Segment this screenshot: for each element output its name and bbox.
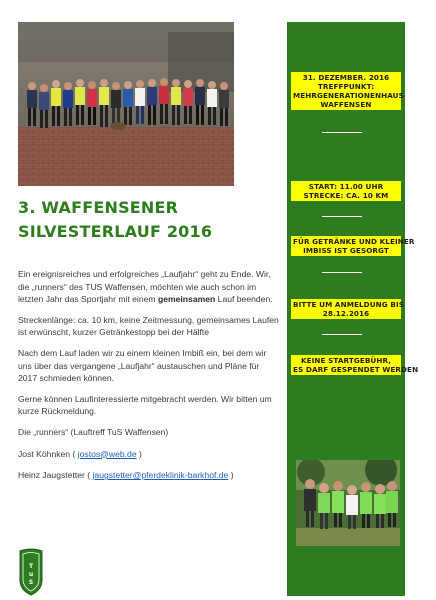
email-link-jost[interactable]: jostos@web.de bbox=[77, 448, 137, 459]
info-box-registration bbox=[291, 299, 404, 319]
info-catering-line-1: FÜR GETRÄNKE UND KLEINER bbox=[293, 237, 415, 246]
info-town: WAFFENSEN bbox=[320, 100, 372, 109]
contact-heinz-end: ) bbox=[228, 470, 234, 481]
info-box-fee bbox=[291, 355, 419, 375]
snack-paragraph: Nach dem Lauf laden wir zu einem kleinen Imbiß ein, bei dem wir uns über das vergangene „Laufjahr“ austauschen und Pläne für 2017 schmieden können. bbox=[18, 347, 267, 384]
svg-text:T: T bbox=[28, 563, 34, 570]
contact-jost bbox=[18, 448, 280, 461]
info-start-time: START: 11.00 UHR bbox=[308, 182, 384, 191]
svg-text:S: S bbox=[28, 579, 34, 586]
signature: Die „runners“ (Lauftreff TuS Waffensen) bbox=[18, 426, 169, 437]
group-photo-top bbox=[18, 22, 234, 186]
separator-line bbox=[322, 272, 362, 273]
intro-text-end: Lauf beenden. bbox=[215, 294, 273, 305]
intro-paragraph bbox=[18, 268, 280, 306]
runners-green-shirts-photo bbox=[296, 460, 400, 546]
contact-jost-end: ) bbox=[136, 448, 142, 459]
separator-line bbox=[322, 216, 362, 217]
event-title bbox=[18, 196, 258, 244]
separator-line bbox=[322, 334, 362, 335]
club-logo bbox=[18, 548, 44, 596]
info-meeting-label: TREFFPUNKT: bbox=[317, 82, 375, 91]
body-text bbox=[18, 268, 280, 491]
info-box-start bbox=[291, 181, 401, 201]
contact-heinz bbox=[18, 469, 280, 482]
info-registration-line-1: BITTE UM ANMELDUNG BIS bbox=[293, 300, 404, 309]
title-line-2: SILVESTERLAUF 2016 bbox=[18, 222, 213, 241]
info-box-catering bbox=[291, 236, 415, 256]
separator-line bbox=[322, 132, 362, 133]
email-link-heinz[interactable]: jaugstetter@pferdeklinik-barkhof.de bbox=[92, 470, 229, 481]
runners-group-photo bbox=[18, 22, 234, 186]
intro-text: Ein ereignisreiches und erfolgreiches „Laufjahr“ geht zu Ende. Wir, die „runners“ des TUS Waffensen, möchten wie auch schon im letzten Jahr das Sportjahr mit einem bbox=[18, 269, 271, 305]
contact-jost-name: Jost Köhnken ( bbox=[18, 448, 78, 459]
info-box-date-location bbox=[291, 72, 404, 110]
distance-paragraph: Streckenlänge: ca. 10 km, keine Zeitmessung, gemeinsames Laufen ist erwünscht, kurzer Getränkestopp bei der Hälfte bbox=[18, 314, 279, 338]
group-photo-bottom bbox=[296, 460, 400, 546]
contact-heinz-name: Heinz Jaugstetter ( bbox=[18, 470, 93, 481]
info-venue: MEHRGENERATIONENHAUS bbox=[293, 91, 404, 100]
info-registration-deadline: 28.12.2016 bbox=[322, 309, 370, 318]
info-distance: STRECKE: CA. 10 KM bbox=[303, 191, 389, 200]
tus-waffensen-logo-icon bbox=[18, 548, 44, 596]
title-line-1: 3. WAFFENSENER bbox=[18, 198, 179, 217]
svg-text:u: u bbox=[28, 571, 34, 578]
info-fee-line-1: KEINE STARTGEBÜHR, bbox=[300, 356, 392, 365]
info-date: 31. DEZEMBER. 2016 bbox=[302, 73, 390, 82]
info-catering-line-2: IMBISS IST GESORGT bbox=[303, 246, 389, 255]
intro-bold-word: gemeinsamen bbox=[157, 294, 216, 305]
info-fee-line-2: ES DARF GESPENDET WERDEN bbox=[293, 365, 419, 374]
invite-paragraph: Gerne können Laufinteressierte mitgebracht werden. Wir bitten um kurze Rückmeldung. bbox=[18, 393, 272, 417]
